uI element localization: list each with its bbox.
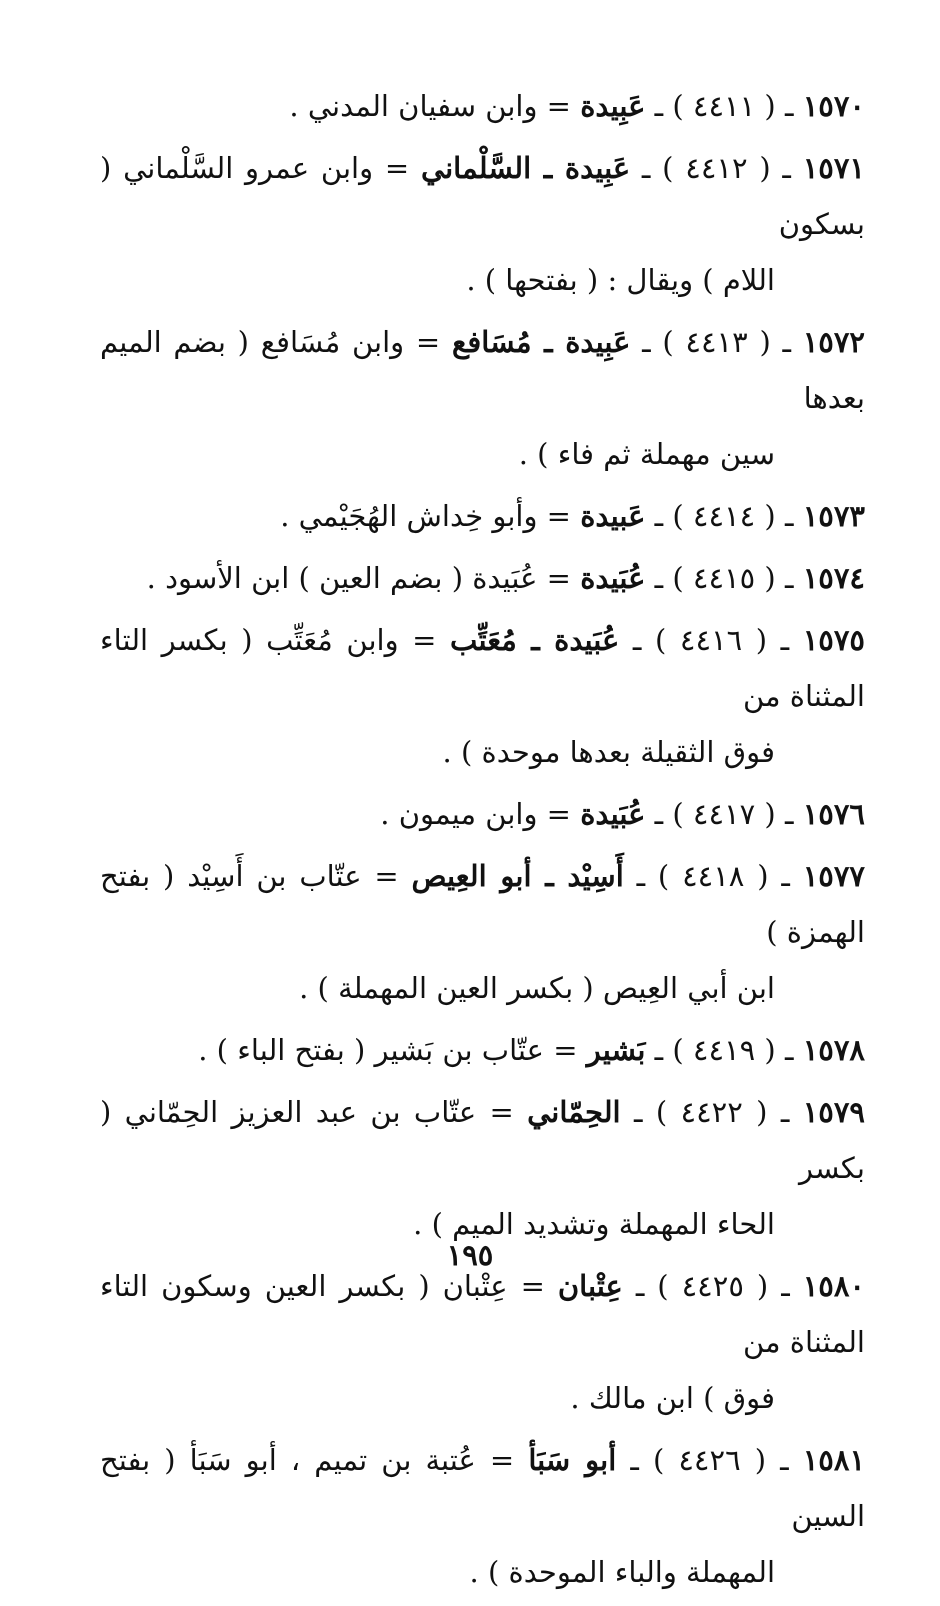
- entry-text: = وابن مُسَافع ( بضم الميم بعدها: [100, 325, 865, 415]
- entry-ref: ٤٤٢٦: [678, 1443, 741, 1477]
- entry-ref: ٤٤١٩: [692, 1033, 756, 1067]
- document-body: [100, 78, 865, 1606]
- entry-name: عُبَيدة ـ مُعَتِّب: [450, 623, 620, 657]
- entry-name: عَبيدة: [580, 499, 646, 533]
- entry-ref: ٤٤١٥: [692, 561, 756, 595]
- entry-continuation: فوق الثقيلة بعدها موحدة ) .: [442, 735, 775, 769]
- entry-name: عَبِيدة ـ مُسَافع: [451, 325, 631, 359]
- entry-ref: ٤٤١٢: [685, 151, 748, 185]
- entry-1578: ١٥٧٨ ـ ( ٤٤١٩ ) ـ بَشير = عتّاب بن بَشير ( بفتح الباء ) .: [198, 1033, 865, 1067]
- entry-1575: ١٥٧٥ ـ ( ٤٤١٦ ) ـ عُبَيدة ـ مُعَتِّب = وابن مُعَتِّب ( بكسر التاء المثناة من فوق الثقيلة بعدها موحدة ) .: [100, 612, 865, 780]
- entry-text: = عتّاب بن أَسِيْد ( بفتح الهمزة ): [100, 859, 865, 949]
- entry-number: ١٥٧٦: [802, 797, 865, 831]
- entry-name: عُبَيدة: [580, 797, 646, 831]
- entry-text: = وابن مُعَتِّب ( بكسر التاء المثناة من: [100, 623, 865, 713]
- page-number: ١٩٥: [446, 1238, 494, 1272]
- entry-number: ١٥٧٢: [802, 325, 866, 359]
- entry-1570: ١٥٧٠ ـ ( ٤٤١١ ) ـ عَبِيدة = وابن سفيان المدني .: [289, 89, 865, 123]
- entry-ref: ٤٤١٦: [679, 623, 743, 657]
- entry-number: ١٥٧٤: [802, 561, 865, 595]
- entry-name: أَسِيْد ـ أبو العِيص: [411, 859, 624, 893]
- entry-number: ١٥٧١: [802, 151, 865, 185]
- entry-continuation: اللام ) ويقال : ( بفتحها ) .: [466, 263, 775, 297]
- entry-continuation: المهملة والباء الموحدة ) .: [469, 1555, 775, 1589]
- entry-name: الحِمّاني: [527, 1095, 621, 1129]
- entry-number: ١٥٧٩: [802, 1095, 866, 1129]
- entry-continuation: فوق ) ابن مالك .: [570, 1381, 775, 1415]
- entry-text: = وابن ميمون .: [380, 797, 571, 831]
- entry-text: = عُبَيدة ( بضم العين ) ابن الأسود .: [146, 561, 571, 595]
- entry-ref: ٤٤١١: [692, 89, 756, 123]
- entry-ref: ٤٤١٣: [685, 325, 748, 359]
- entry-number: ١٥٧٣: [802, 499, 865, 533]
- entry-name: عَبِيدة ـ السَّلْماني: [420, 151, 631, 185]
- entry-name: عِتْبان: [557, 1269, 623, 1303]
- entry-ref: ٤٤١٨: [682, 859, 745, 893]
- entry-1572: ١٥٧٢ ـ ( ٤٤١٣ ) ـ عَبِيدة ـ مُسَافع = وابن مُسَافع ( بضم الميم بعدها سين مهملة ثم فاء ) .: [100, 314, 865, 482]
- entry-1576: ١٥٧٦ ـ ( ٤٤١٧ ) ـ عُبَيدة = وابن ميمون .: [380, 797, 865, 831]
- entry-1580: ١٥٨٠ ـ ( ٤٤٢٥ ) ـ عِتْبان = عِتْبان ( بكسر العين وسكون التاء المثناة من فوق ) ابن مالك .: [100, 1258, 865, 1426]
- entry-number: ١٥٧٨: [802, 1033, 865, 1067]
- entry-continuation: ابن أبي العِيص ( بكسر العين المهملة ) .: [299, 971, 775, 1005]
- entry-number: ١٥٨٠: [802, 1269, 866, 1303]
- entry-continuation: الحاء المهملة وتشديد الميم ) .: [413, 1207, 775, 1241]
- entry-text: = عتّاب بن بَشير ( بفتح الباء ) .: [198, 1033, 578, 1067]
- entry-ref: ٤٤١٧: [692, 797, 756, 831]
- entry-name: بَشير: [586, 1033, 646, 1067]
- entry-ref: ٤٤٢٢: [680, 1095, 743, 1129]
- entry-number: ١٥٧٥: [802, 623, 865, 657]
- entry-ref: ٤٤٢٥: [681, 1269, 744, 1303]
- entry-name: عَبِيدة: [580, 89, 646, 123]
- entry-ref: ٤٤١٤: [692, 499, 756, 533]
- entry-1577: ١٥٧٧ ـ ( ٤٤١٨ ) ـ أَسِيْد ـ أبو العِيص = عتّاب بن أَسِيْد ( بفتح الهمزة ) ابن أبي العِيص ( بكسر العين المهملة ) .: [100, 848, 865, 1016]
- entry-name: عُبَيدة: [580, 561, 646, 595]
- entry-1579: ١٥٧٩ ـ ( ٤٤٢٢ ) ـ الحِمّاني = عتّاب بن عبد العزيز الحِمّاني ( بكسر الحاء المهملة وتشديد الميم ) .: [100, 1084, 865, 1252]
- entry-name: أبو سَبَأ: [528, 1443, 617, 1477]
- entry-1571: ١٥٧١ ـ ( ٤٤١٢ ) ـ عَبِيدة ـ السَّلْماني = وابن عمرو السَّلْماني ( بسكون اللام ) ويقال : ( بفتحها ) .: [100, 140, 865, 308]
- entry-continuation: سين مهملة ثم فاء ) .: [518, 437, 775, 471]
- entry-number: ١٥٨١: [802, 1443, 866, 1477]
- entry-text: = وابن عمرو السَّلْماني ( بسكون: [100, 151, 865, 241]
- entry-1581: ١٥٨١ ـ ( ٤٤٢٦ ) ـ أبو سَبَأ = عُتبة بن تميم ، أبو سَبَأ ( بفتح السين المهملة والباء الموحدة ) .: [100, 1432, 865, 1600]
- entry-text: = وابن سفيان المدني .: [289, 89, 571, 123]
- entry-text: = عُتبة بن تميم ، أبو سَبَأ ( بفتح السين: [100, 1443, 865, 1533]
- entry-number: ١٥٧٠: [802, 89, 865, 123]
- entry-number: ١٥٧٧: [802, 859, 865, 893]
- entry-text: = عِتْبان ( بكسر العين وسكون التاء المثناة من: [100, 1269, 865, 1359]
- entry-text: = وأبو خِداش الهُجَيْمي .: [280, 499, 571, 533]
- entry-1573: ١٥٧٣ ـ ( ٤٤١٤ ) ـ عَبيدة = وأبو خِداش الهُجَيْمي .: [280, 499, 865, 533]
- entry-1574: ١٥٧٤ ـ ( ٤٤١٥ ) ـ عُبَيدة = عُبَيدة ( بضم العين ) ابن الأسود .: [146, 561, 865, 595]
- entry-text: = عتّاب بن عبد العزيز الحِمّاني ( بكسر: [100, 1095, 865, 1185]
